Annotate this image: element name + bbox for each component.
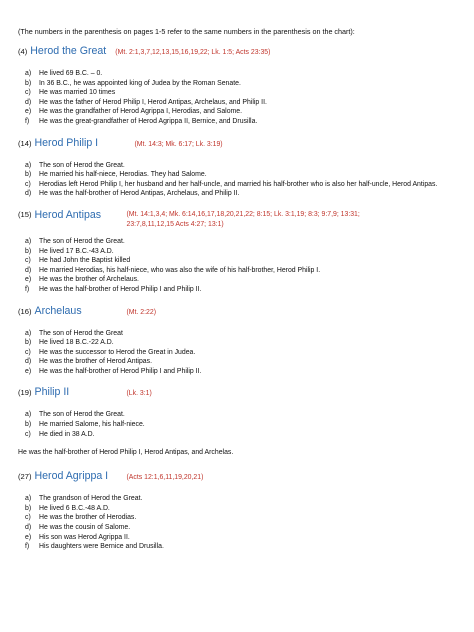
list-item [18,513,458,523]
list-item [18,338,458,348]
list-item [18,275,458,285]
list-item [18,107,458,117]
item-text: The son of Herod the Great [39,329,123,337]
scripture-references: (Mt. 14:1,3,4; Mk. 6:14,16,17,18,20,21,22; 8:15; Lk. 3:1,19; 8:3; 9:7,9; 13:31; 23:7,8,11,12,15 Acts 4:27; 13:1) [126,210,360,228]
list-item [18,170,458,180]
list-item [18,504,458,514]
item-text: Herodias left Herod Philip I, her husband and her half-uncle, and married his half-brother who is also her half-uncle, Herod Antipas. [39,180,438,188]
section-herod-the-great [18,44,458,127]
item-text: His son was Herod Agrippa II. [39,533,130,541]
section-philip-ii [18,385,458,458]
item-letter: a) [25,495,32,503]
section-number: (15) [18,209,32,219]
list-item [18,69,458,79]
list-item [18,357,458,367]
item-text: He was the brother of Herodias. [39,514,137,522]
item-letter: d) [25,524,32,532]
list-item [18,420,458,430]
list-item [18,542,458,552]
section-header [18,385,458,400]
scripture-references: (Mt. 14:3; Mk. 6:17; Lk. 3:19) [134,140,223,148]
list-item [18,523,458,533]
item-text: He was the father of Herod Philip I, Herod Antipas, Archelaus, and Philip II. [39,98,267,106]
item-text: His daughters were Bernice and Drusilla. [39,543,164,551]
item-text: He married Herodias, his half-niece, who was also the wife of his half-brother, Herod Philip I. [39,266,321,274]
list-item [18,256,458,266]
list-item [18,348,458,358]
fact-list [18,494,458,552]
section-herod-antipas [18,208,458,295]
item-text: He lived 69 B.C. – 0. [39,70,103,77]
item-letter: a) [25,161,32,169]
item-letter: b) [25,79,32,87]
item-text: He was the half-brother of Herod Philip I and Philip II. [39,367,202,375]
list-item [18,367,458,377]
item-letter: d) [25,358,32,366]
item-text: The son of Herod the Great. [39,237,125,245]
fact-list [18,237,458,295]
intro-note: (The numbers in the parenthesis on pages 1-5 refer to the same numbers in the parenthesis on the chart): [18,27,355,36]
item-text: He was the cousin of Salome. [39,524,131,532]
list-item [18,180,458,190]
item-text: He lived 6 B.C.-48 A.D. [39,504,110,512]
item-text: He was the great-grandfather of Herod Agrippa II, Bernice, and Drusilla. [39,117,258,125]
item-letter: f) [25,285,30,293]
item-letter: d) [25,190,32,198]
fact-list [18,410,458,439]
list-item [18,161,458,171]
scripture-references: (Mt. 2:22) [126,308,156,316]
item-text: He was married 10 times [39,89,116,97]
item-text: He married Salome, his half-niece. [39,421,145,429]
item-text: He died in 38 A.D. [39,430,95,438]
list-item [18,79,458,89]
item-text: The son of Herod the Great. [39,411,125,419]
item-letter: c) [25,257,31,265]
item-text: In 36 B.C., he was appointed king of Judea by the Roman Senate. [39,79,241,87]
item-letter: b) [25,504,32,512]
scripture-references: (Acts 12:1,6,11,19,20,21) [126,474,204,482]
section-number: (19) [18,388,32,398]
fact-list [18,161,458,199]
half-brother-note: He was the half-brother of Herod Philip I, Herod Antipas, and Archelas. [18,449,234,457]
section-herod-philip-i [18,136,458,199]
list-item [18,247,458,257]
item-text: He lived 17 B.C.-43 A.D. [39,247,114,255]
item-letter: b) [25,171,32,179]
list-item [18,410,458,420]
item-letter: e) [25,276,32,284]
item-text: He had John the Baptist killed [39,257,131,265]
item-letter: b) [25,247,32,255]
item-text: He was the grandfather of Herod Agrippa I, Herodias, and Salome. [39,108,243,116]
list-item [18,430,458,440]
item-text: He was the brother of Herod Antipas. [39,358,152,366]
item-letter: a) [25,411,32,419]
item-text: He was the brother of Archelaus. [39,276,139,284]
item-letter: c) [25,89,31,97]
item-letter: d) [25,98,32,106]
list-item [18,533,458,543]
item-letter: c) [25,514,31,522]
list-item [18,494,458,504]
item-letter: e) [25,533,32,541]
fact-list [18,69,458,127]
item-text: He lived 18 B.C.-22 A.D. [39,339,114,347]
item-text: The grandson of Herod the Great. [39,495,143,503]
section-name: Philip II [34,386,70,399]
section-number: (4) [18,47,28,56]
section-header [18,304,458,319]
fact-list [18,329,458,377]
list-item [18,189,458,199]
item-letter: e) [25,367,32,375]
item-letter: b) [25,339,32,347]
list-item [18,266,458,276]
section-header [18,136,458,151]
list-item [18,285,458,295]
section-herod-agrippa-i [18,469,458,552]
section-name: Herod Philip I [34,136,99,149]
section-header [18,208,458,230]
list-item [18,117,458,127]
section-number: (27) [18,472,32,482]
item-letter: e) [25,108,32,116]
section-name: Herod Antipas [34,208,102,221]
item-letter: a) [25,70,32,77]
item-letter: c) [25,430,31,438]
item-text: He was the successor to Herod the Great in Judea. [39,348,196,356]
section-header [18,44,458,59]
item-letter: a) [25,237,32,245]
section-header [18,469,458,484]
item-letter: f) [25,543,30,551]
section-name: Herod Agrippa I [34,470,109,483]
list-item [18,88,458,98]
item-text: He was the half-brother of Herod Philip I and Philip II. [39,285,202,293]
item-text: The son of Herod the Great. [39,161,125,169]
item-letter: f) [25,117,30,125]
section-number: (16) [18,306,32,316]
item-letter: c) [25,348,31,356]
section-number: (14) [18,138,32,148]
item-text: He married his half-niece, Herodias. They had Salome. [39,171,207,179]
section-archelaus [18,304,458,377]
item-letter: d) [25,266,32,274]
list-item [18,329,458,339]
section-name: Herod the Great [30,45,107,57]
item-letter: b) [25,421,32,429]
scripture-references: (Lk. 3:1) [126,390,152,398]
item-text: He was the half-brother of Herod Antipas, Archelaus, and Philip II. [39,190,240,198]
scripture-references: (Mt. 2:1,3,7,12,13,15,16,19,22; Lk. 1:5; Acts 23:35) [115,49,271,56]
list-item [18,237,458,247]
item-letter: c) [25,180,31,188]
item-letter: a) [25,329,32,337]
section-name: Archelaus [34,304,82,317]
list-item [18,98,458,108]
